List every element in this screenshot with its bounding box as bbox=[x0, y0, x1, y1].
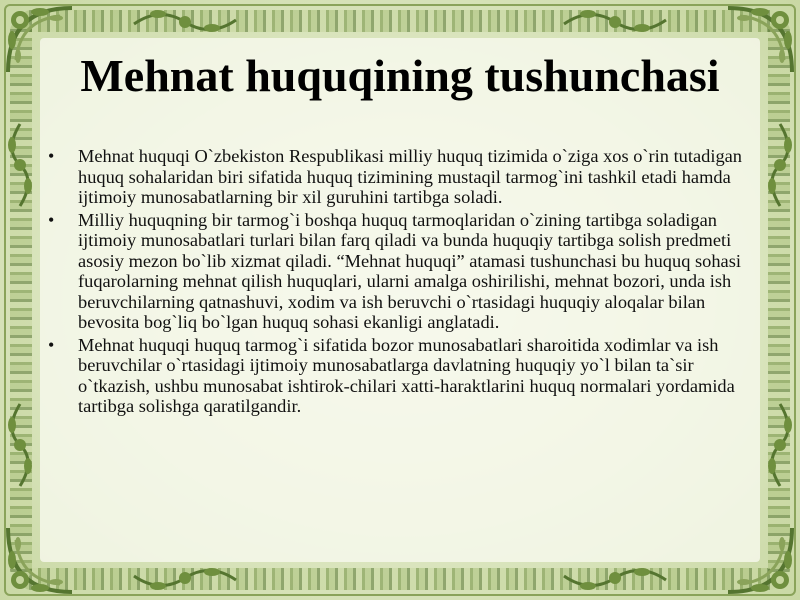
vine-flourish-icon bbox=[764, 120, 798, 210]
bullet-dot-icon: • bbox=[48, 146, 55, 166]
vine-flourish-icon bbox=[130, 562, 240, 596]
vine-flourish-icon bbox=[2, 120, 36, 210]
bullet-text: Mehnat huquqi huquq tarmog`i sifatida bozor munosabatlari sharoitida xodimlar va ish beruvchilar o`rtasidagi ijtimoiy munosabatlarga davlatning huquqiy yo`l bilan ta`sir o`tkazish, ushbu munosabat ishtirok-chilari xatti-haraktlarini huquq normalari yordamida tartibga solishga qaratilgandir. bbox=[78, 334, 735, 416]
vine-flourish-icon bbox=[130, 4, 240, 38]
vine-flourish-icon bbox=[2, 400, 36, 490]
vine-flourish-icon bbox=[764, 400, 798, 490]
bullet-dot-icon: • bbox=[48, 334, 55, 355]
bullet-text: Milliy huquqning bir tarmog`i boshqa huquq tarmoqlaridan o`zining tartibga soladigan ijtimoiy munosabatlari turlari bilan farq qiladi va bunda huquqiy tartibga solish predmeti asosiy mezon bo`lib xizmat qiladi. “Mehnat huquqi” atamasi tushunchasi bu huquq sohasi fuqarolarning mehnat qilish huquqlari, ularni amalga oshirilishi, mehnat bozori, unda ish beruvchilarning qatnashuvi, xodim va ish beruvchi o`rtasidagi huquqiy aloqalar bilan bevosita bog`liq bo`lgan huquq sohasi ekanligi anglatadi. bbox=[78, 209, 741, 332]
bullet-item bbox=[48, 335, 758, 417]
vine-flourish-icon bbox=[560, 562, 670, 596]
vine-flourish-icon bbox=[560, 4, 670, 38]
slide-title: Mehnat huquqining tushunchasi bbox=[80, 50, 720, 101]
bullet-item bbox=[48, 210, 758, 333]
bullet-text: Mehnat huquqi O`zbekiston Respublikasi milliy huquq tizimida o`ziga xos o`rin tutadigan huquq sohalaridan biri sifatida huquq tizimining mustaqil tarmog`ini tashkil etadi hamda ijtimoiy munosabatlarning bir xil guruhini tartibga soladi. bbox=[78, 146, 743, 207]
bullet-list bbox=[48, 146, 758, 419]
bullet-item bbox=[48, 146, 758, 208]
bullet-dot-icon: • bbox=[48, 209, 55, 230]
